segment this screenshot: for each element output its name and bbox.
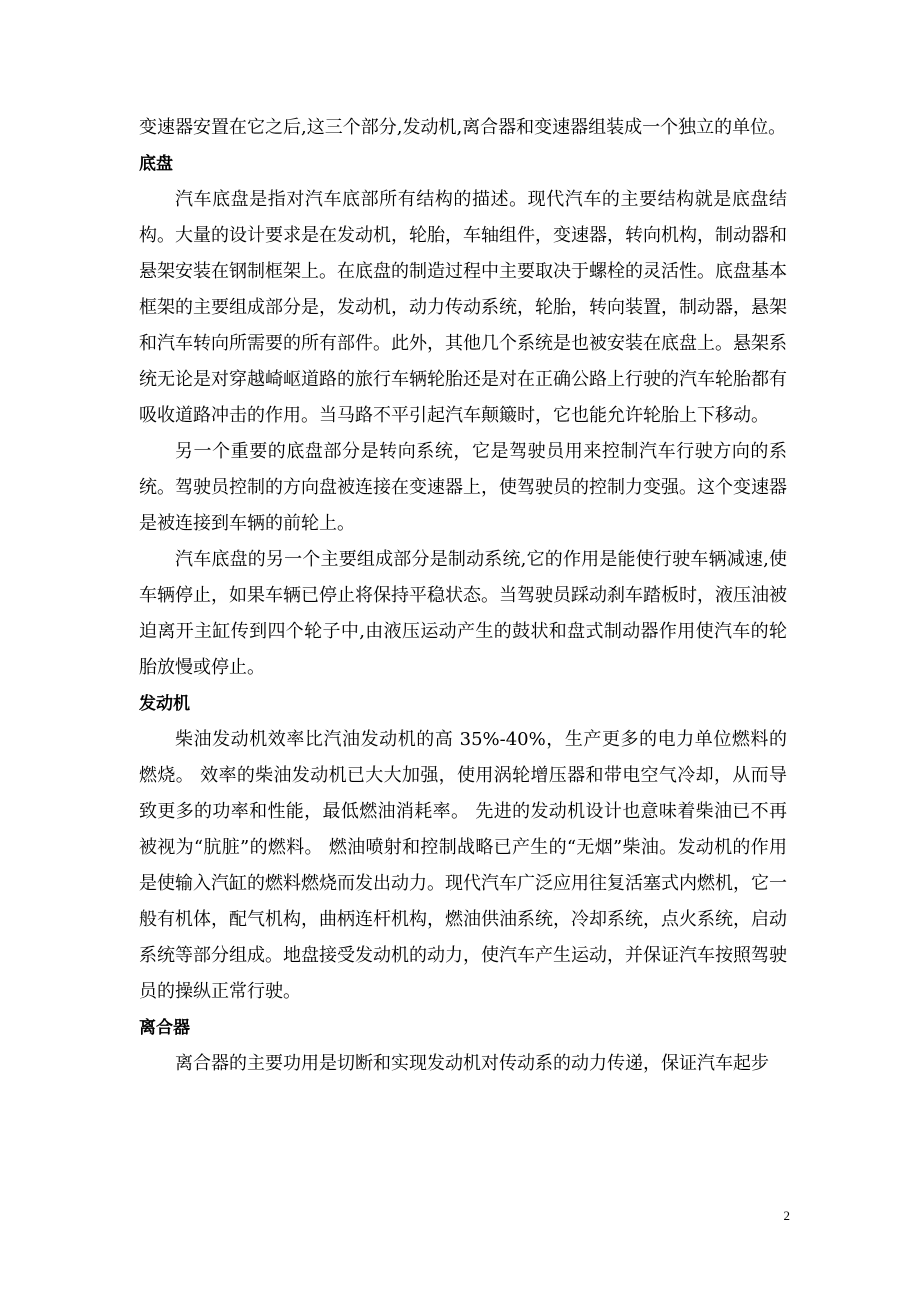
- paragraph: 柴油发动机效率比汽油发动机的高 35%-40%，生产更多的电力单位燃料的燃烧。 效率的柴油发动机已大大加强，使用涡轮增压器和带电空气冷却，从而导致更多的功率和性能，最低燃油消耗率。 先进的发动机设计也意味着柴油已不再被视为“肮脏”的燃料。 燃油喷射和控制战略已产生的“无烟”柴油。发动机的作用是使输入汽缸的燃料燃烧而发出动力。现代汽车广泛应用往复活塞式内燃机，它一般有机体，配气机构，曲柄连杆机构，燃油供油系统，冷却系统，点火系统，启动系统等部分组成。地盘接受发动机的动力，使汽车产生运动，并保证汽车按照驾驶员的操纵正常行驶。: [139, 729, 787, 1002]
- section-heading-engine: 发动机: [139, 694, 190, 714]
- section-chassis: [139, 146, 787, 686]
- section-heading-chassis: 底盘: [139, 154, 173, 174]
- continuation-paragraph: 变速器安置在它之后,这三个部分,发动机,离合器和变速器组装成一个独立的单位。: [139, 117, 787, 138]
- section-heading-clutch: 离合器: [139, 1018, 190, 1038]
- section-engine: [139, 686, 787, 1010]
- paragraph: 离合器的主要功用是切断和实现发动机对传动系的动力传递，保证汽车起步: [175, 1053, 769, 1074]
- document-body: [139, 110, 787, 1082]
- page-number: 2: [783, 1208, 790, 1223]
- paragraph: 另一个重要的底盘部分是转向系统，它是驾驶员用来控制汽车行驶方向的系统。驾驶员控制的方向盘被连接在变速器上，使驾驶员的控制力变强。这个变速器是被连接到车辆的前轮上。: [139, 441, 787, 534]
- paragraph: 汽车底盘的另一个主要组成部分是制动系统,它的作用是能使行驶车辆减速,使车辆停止，如果车辆已停止将保持平稳状态。当驾驶员踩动刹车踏板时，液压油被迫离开主缸传到四个轮子中,由液压运动产生的鼓状和盘式制动器作用使汽车的轮胎放慢或停止。: [139, 549, 787, 678]
- paragraph: 汽车底盘是指对汽车底部所有结构的描述。现代汽车的主要结构就是底盘结构。大量的设计要求是在发动机，轮胎，车轴组件，变速器，转向机构，制动器和悬架安装在钢制框架上。在底盘的制造过程中主要取决于螺栓的灵活性。底盘基本框架的主要组成部分是，发动机，动力传动系统，轮胎，转向装置，制动器，悬架和汽车转向所需要的所有部件。此外，其他几个系统是也被安装在底盘上。悬架系统无论是对穿越崎岖道路的旅行车辆轮胎还是对在正确公路上行驶的汽车轮胎都有吸收道路冲击的作用。当马路不平引起汽车颠簸时，它也能允许轮胎上下移动。: [139, 189, 787, 426]
- section-clutch: [139, 1010, 787, 1082]
